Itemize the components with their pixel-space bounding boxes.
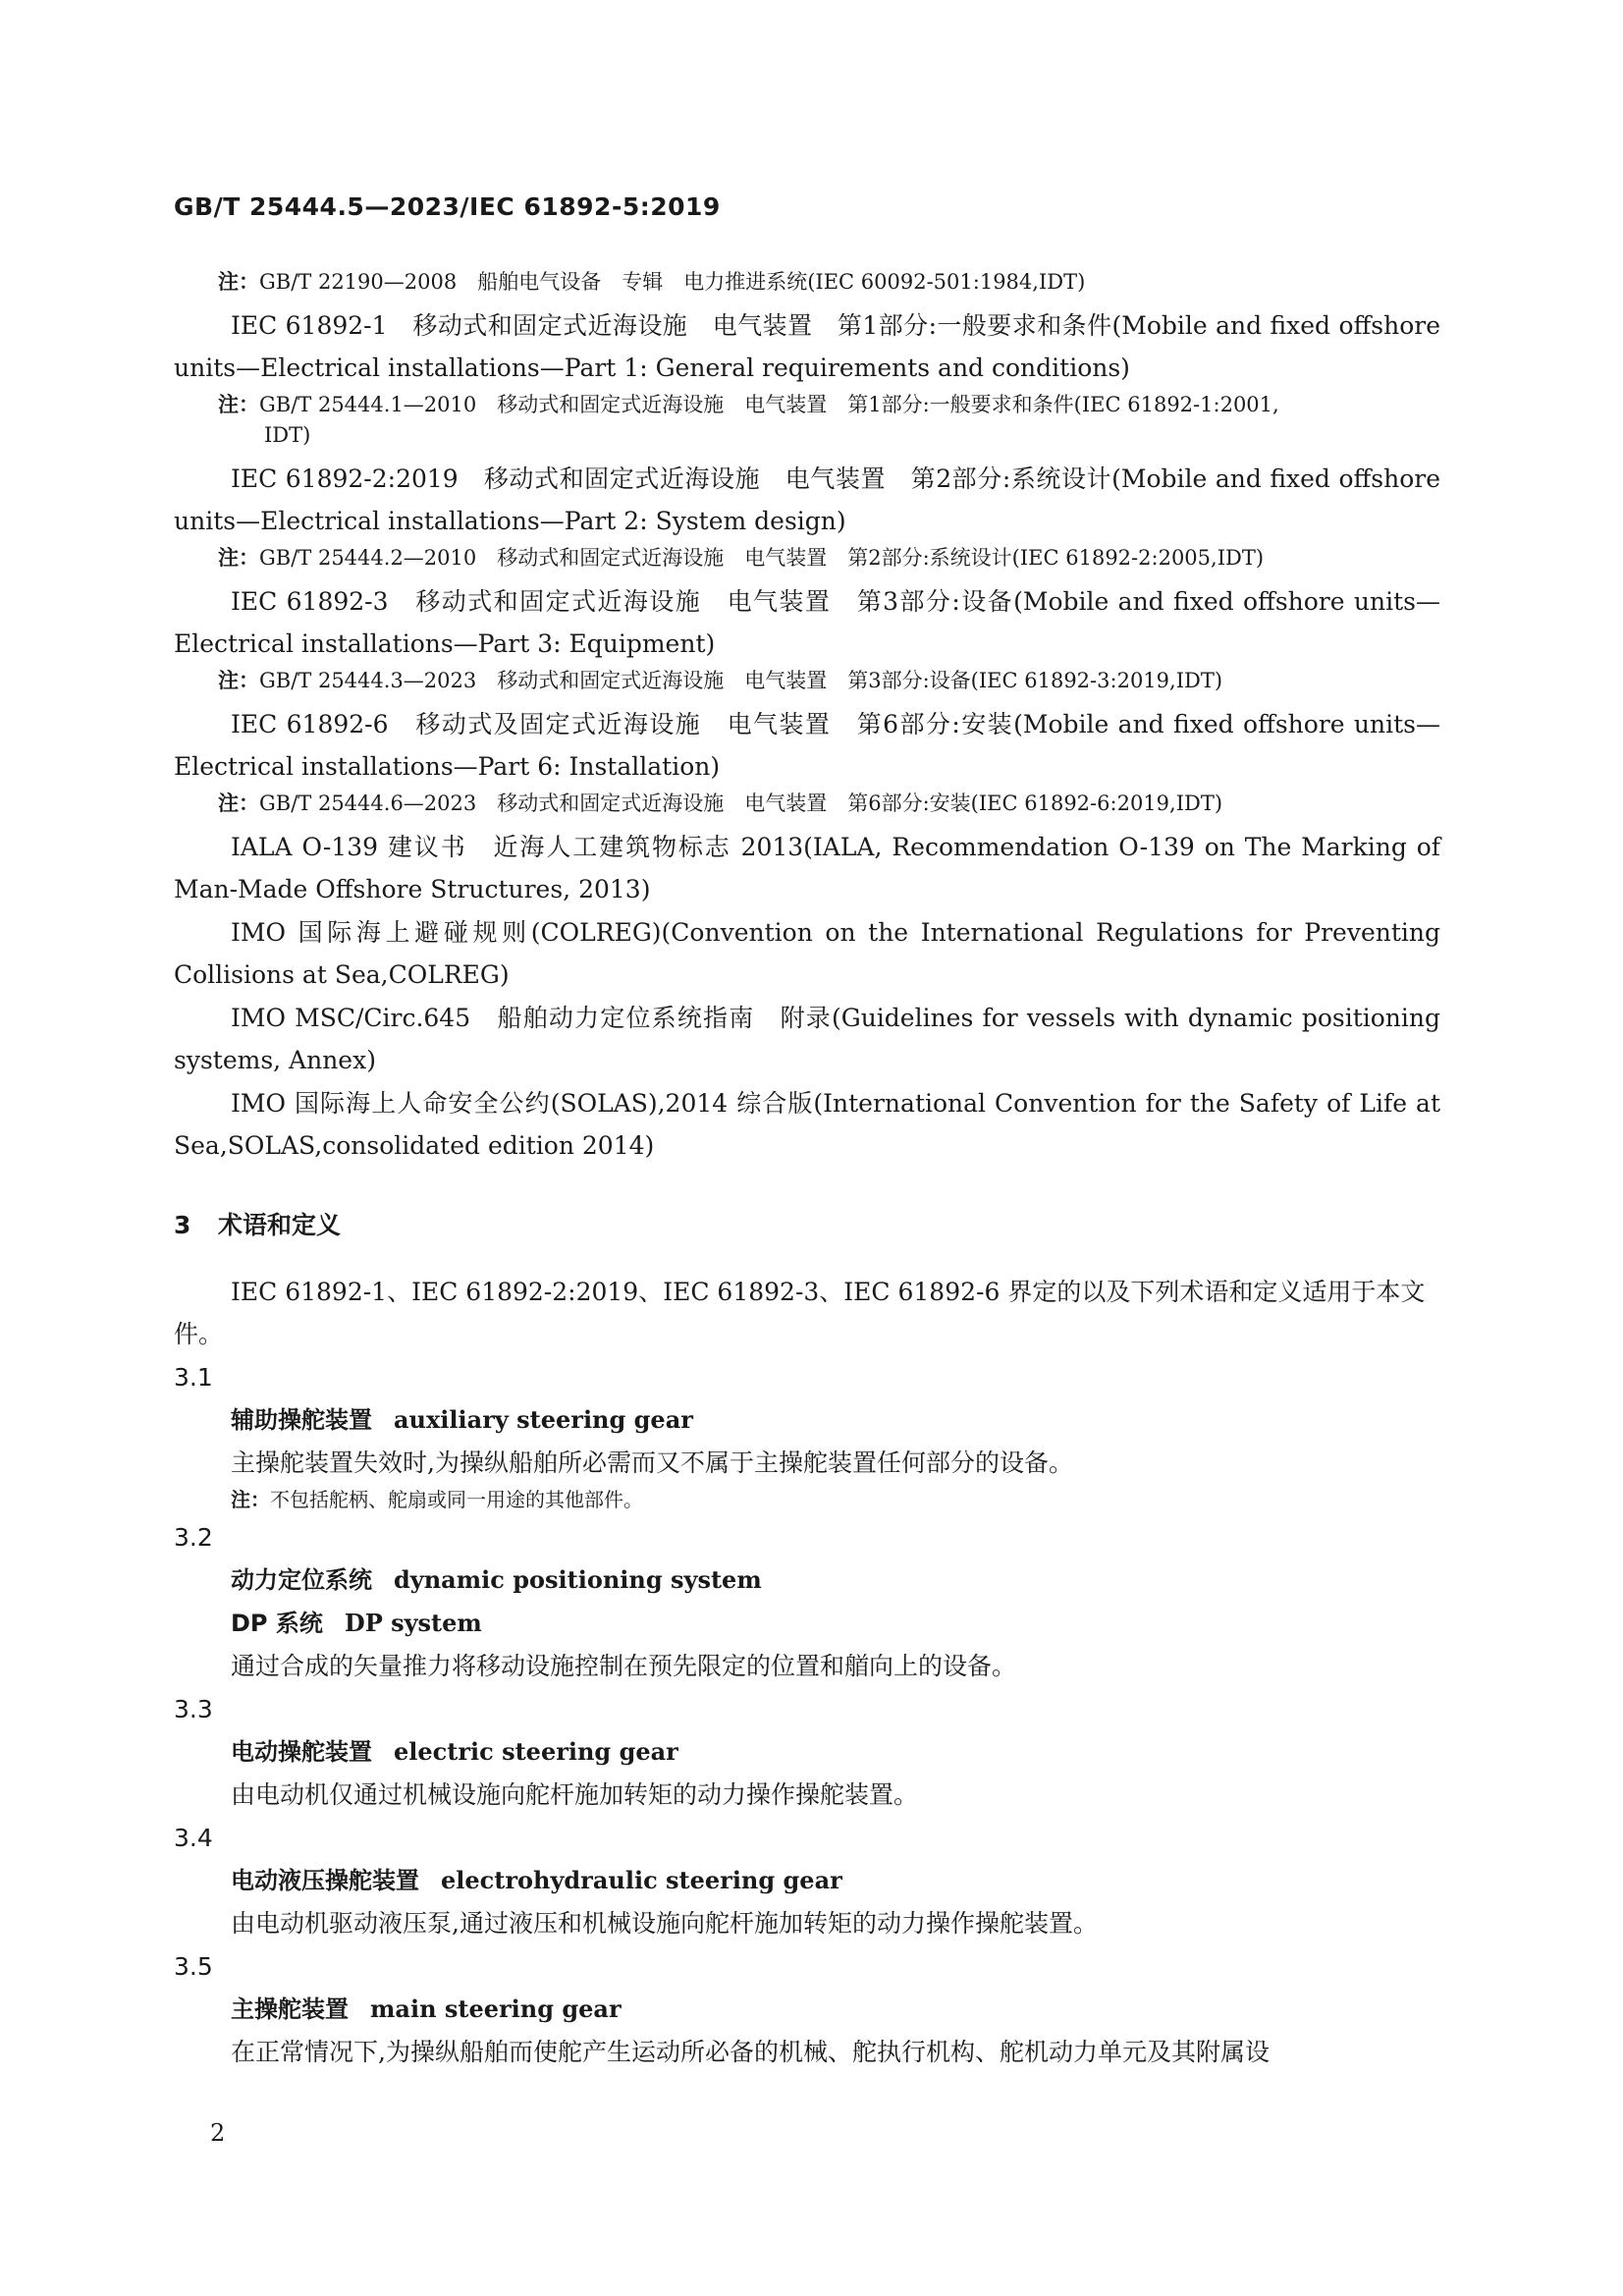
reference-entry: IEC 61892-3 移动式和固定式近海设施 电气装置 第3部分:设备(Mobile and fixed offshore units—Electrical installations—Part 3: Equipment) (174, 587, 1440, 658)
note-label: 注： (218, 393, 259, 416)
reference-entry: IMO 国际海上避碰规则(COLREG)(Convention on the International Regulations for Preventing Collisions at Sea,COLREG) (174, 918, 1440, 989)
term-alt-title (174, 1602, 1440, 1645)
reference-entry: IALA O-139 建议书 近海人工建筑物标志 2013(IALA, Recommendation O-139 on The Marking of Man-Made Offshore Structures, 2013) (174, 833, 1440, 903)
normative-references-list (174, 267, 1440, 1167)
term-entry (174, 1688, 1440, 1816)
reference-entry: IEC 61892-2:2019 移动式和固定式近海设施 电气装置 第2部分:系统设计(Mobile and fixed offshore units—Electrical installations—Part 2: System design) (174, 465, 1440, 535)
note-text: GB/T 25444.3—2023 移动式和固定式近海设施 电气装置 第3部分:设备(IEC 61892-3:2019,IDT) (259, 669, 1223, 692)
note-label: 注： (218, 792, 259, 815)
standard-header: GB/T 25444.5—2023/IEC 61892-5:2019 (174, 192, 721, 221)
reference-entry: IMO 国际海上人命安全公约(SOLAS),2014 综合版(International Convention for the Safety of Life at Sea,SOLAS,consolidated edition 2014) (174, 1089, 1440, 1160)
note-text: GB/T 22190—2008 船舶电气设备 专辑 电力推进系统(IEC 60092-501:1984,IDT) (259, 270, 1086, 294)
term-cn: 辅助操舵装置 (231, 1406, 372, 1434)
note-label: 注： (218, 546, 259, 570)
note-label: 注： (231, 1488, 270, 1511)
page-number: 2 (210, 2119, 226, 2147)
term-en: auxiliary steering gear (394, 1405, 693, 1434)
section-number: 3 (174, 1211, 191, 1239)
term-entry (174, 1945, 1440, 2073)
term-title (174, 1398, 1440, 1442)
term-title (174, 1730, 1440, 1774)
term-en: dynamic positioning system (394, 1565, 762, 1594)
note-continuation: IDT) (264, 423, 311, 447)
term-number: 3.2 (174, 1523, 213, 1552)
reference-entry: IEC 61892-6 移动式及固定式近海设施 电气装置 第6部分:安装(Mobile and fixed offshore units—Electrical installations—Part 6: Installation) (174, 710, 1440, 781)
term-title (174, 1558, 1440, 1602)
term-cn: 主操舵装置 (231, 1995, 349, 2023)
reference-note (218, 666, 1440, 696)
term-definition: 由电动机驱动液压泵,通过液压和机械设施向舵杆施加转矩的动力操作操舵装置。 (231, 1909, 1098, 1938)
term-definition: 在正常情况下,为操纵船舶而使舵产生运动所必备的机械、舵执行机构、舵机动力单元及其附属设 (231, 2038, 1270, 2066)
term-note (174, 1484, 1440, 1515)
term-number: 3.4 (174, 1824, 213, 1852)
reference-note (218, 789, 1440, 819)
note-text: GB/T 25444.2—2010 移动式和固定式近海设施 电气装置 第2部分:系统设计(IEC 61892-2:2005,IDT) (259, 546, 1265, 570)
term-en: main steering gear (370, 1995, 622, 2023)
term-definition: 主操舵装置失效时,为操纵船舶所必需而又不属于主操舵装置任何部分的设备。 (231, 1449, 1073, 1477)
section-heading (174, 1206, 1440, 1241)
section-intro: IEC 61892-1、IEC 61892-2:2019、IEC 61892-3、IEC 61892-6 界定的以及下列术语和定义适用于本文件。 (174, 1278, 1426, 1348)
term-entry (174, 1516, 1440, 1687)
term-number: 3.3 (174, 1695, 213, 1723)
note-text: GB/T 25444.6—2023 移动式和固定式近海设施 电气装置 第6部分:安装(IEC 61892-6:2019,IDT) (259, 792, 1223, 815)
term-title (174, 1988, 1440, 2031)
term-title (174, 1859, 1440, 1902)
term-number: 3.5 (174, 1952, 213, 1981)
term-cn: 电动液压操舵装置 (231, 1867, 419, 1894)
term-definition: 由电动机仅通过机械设施向舵杆施加转矩的动力操作操舵装置。 (231, 1780, 919, 1809)
term-cn: 动力定位系统 (231, 1566, 372, 1594)
reference-note (218, 390, 1440, 451)
term-entry (174, 1817, 1440, 1944)
note-text: 不包括舵柄、舵扇或同一用途的其他部件。 (270, 1488, 643, 1511)
reference-note (218, 543, 1440, 574)
reference-entry: IMO MSC/Circ.645 船舶动力定位系统指南 附录(Guidelines for vessels with dynamic positioning systems, Annex) (174, 1004, 1440, 1074)
note-label: 注： (218, 669, 259, 692)
term-alt-en: DP system (344, 1609, 482, 1637)
term-entry (174, 1356, 1440, 1515)
term-alt-cn: DP 系统 (231, 1610, 323, 1637)
term-number: 3.1 (174, 1363, 213, 1392)
section-title: 术语和定义 (218, 1211, 342, 1239)
note-label: 注： (218, 270, 259, 294)
reference-note (218, 267, 1440, 298)
term-en: electrohydraulic steering gear (441, 1866, 842, 1894)
term-cn: 电动操舵装置 (231, 1738, 372, 1766)
term-definition: 通过合成的矢量推力将移动设施控制在预先限定的位置和艏向上的设备。 (231, 1652, 1017, 1680)
reference-entry: IEC 61892-1 移动式和固定式近海设施 电气装置 第1部分:一般要求和条件(Mobile and fixed offshore units—Electrical installations—Part 1: General requirements and conditions) (174, 311, 1440, 382)
note-text: GB/T 25444.1—2010 移动式和固定式近海设施 电气装置 第1部分:一般要求和条件(IEC 61892-1:2001, (259, 393, 1279, 416)
page-content (174, 267, 1440, 2073)
term-en: electric steering gear (394, 1737, 678, 1766)
